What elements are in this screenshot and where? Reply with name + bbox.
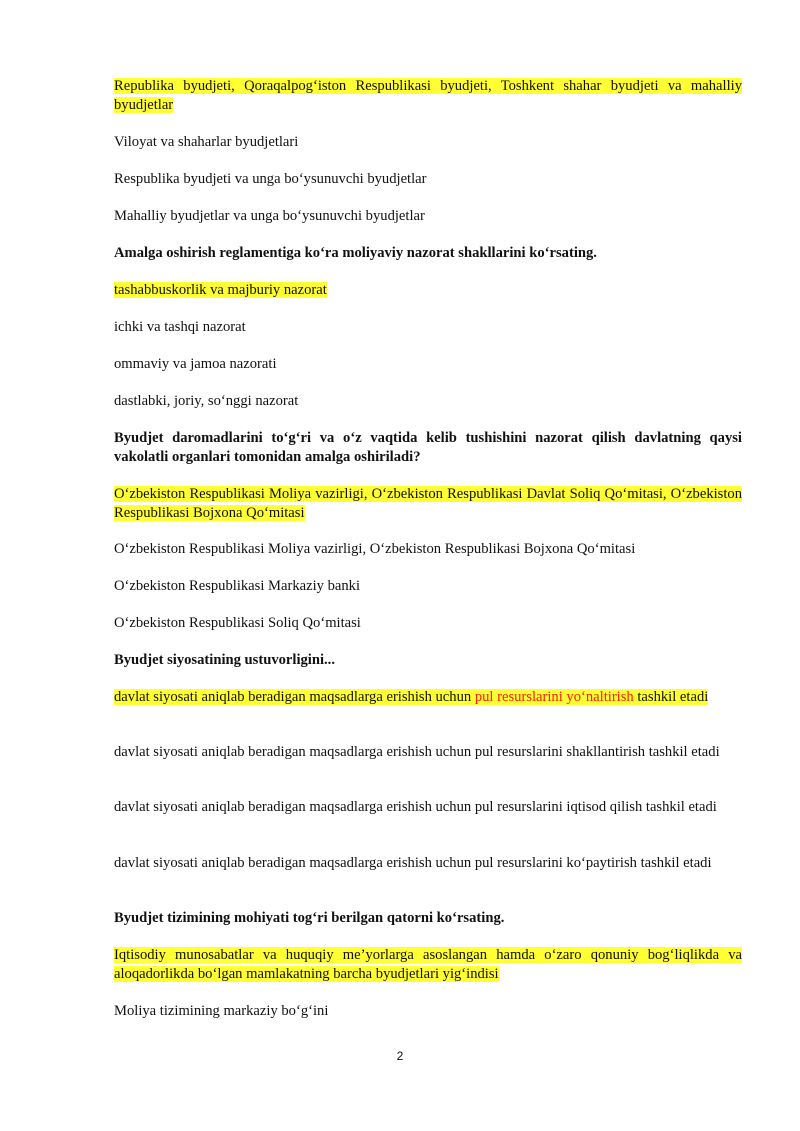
answer-option: O‘zbekiston Respublikasi Soliq Qo‘mitasi [114, 615, 361, 631]
highlighted-text: Republika byudjeti, Qoraqalpog‘iston Respublikasi byudjeti, Toshkent shahar byudjeti va mahalliy byudjetlar [114, 78, 742, 113]
answer-option: O‘zbekiston Respublikasi Moliya vazirligi, O‘zbekiston Respublikasi Bojxona Qo‘mitasi [114, 541, 636, 557]
text-before: davlat siyosati aniqlab beradigan maqsadlarga erishish uchun [114, 689, 475, 705]
highlighted-text: Iqtisodiy munosabatlar va huquqiy me’yorlarga asoslangan hamda o‘zaro qonuniy bog‘liqlikda va aloqadorlikda bo‘lgan mamlakatning barcha byudjetlari yig‘indisi [114, 947, 742, 982]
page-number: 2 [396, 1049, 404, 1063]
answer-option-correct [114, 281, 742, 300]
answer-option: Viloyat va shaharlar byudjetlari [114, 134, 299, 150]
question-text: Byudjet siyosatining ustuvorligini... [114, 652, 335, 668]
red-text: pul resurslarini yo‘naltirish [474, 689, 634, 705]
answer-option: davlat siyosati aniqlab beradigan maqsadlarga erishish uchun pul resurslarini shakllantirish tashkil etadi [114, 744, 720, 760]
answer-option-correct [114, 77, 742, 115]
answer-option: ommaviy va jamoa nazorati [114, 356, 277, 372]
answer-option: dastlabki, joriy, so‘nggi nazorat [114, 393, 299, 409]
highlighted-text: tashabbuskorlik va majburiy nazorat [114, 282, 327, 298]
highlighted-text: O‘zbekiston Respublikasi Moliya vazirligi, O‘zbekiston Respublikasi Davlat Soliq Qo‘mitasi, O‘zbekiston Respublikasi Bojxona Qo‘mitasi [114, 486, 742, 521]
answer-option-correct [114, 688, 742, 707]
answer-option: O‘zbekiston Respublikasi Markaziy banki [114, 578, 361, 594]
answer-option-correct [114, 485, 742, 523]
answer-option-correct [114, 946, 742, 984]
answer-option: davlat siyosati aniqlab beradigan maqsadlarga erishish uchun pul resurslarini iqtisod qilish tashkil etadi [114, 799, 717, 815]
answer-option: davlat siyosati aniqlab beradigan maqsadlarga erishish uchun pul resurslarini ko‘paytirish tashkil etadi [114, 855, 712, 871]
answer-option: Respublika byudjeti va unga bo‘ysunuvchi byudjetlar [114, 171, 427, 187]
question-text: Byudjet daromadlarini to‘g‘ri va o‘z vaqtida kelib tushishini nazorat qilish davlatning qaysi vakolatli organlari tomonidan amalga oshiriladi? [114, 430, 742, 465]
answer-option: Mahalliy byudjetlar va unga bo‘ysunuvchi byudjetlar [114, 208, 425, 224]
highlighted-text [114, 689, 708, 705]
answer-option: ichki va tashqi nazorat [114, 319, 246, 335]
question-text: Byudjet tizimining mohiyati tog‘ri berilgan qatorni ko‘rsating. [114, 910, 505, 926]
answer-option: Moliya tizimining markaziy bo‘g‘ini [114, 1003, 329, 1019]
text-after: tashkil etadi [633, 689, 709, 705]
question-text: Amalga oshirish reglamentiga ko‘ra moliyaviy nazorat shakllarini ko‘rsating. [114, 245, 597, 261]
